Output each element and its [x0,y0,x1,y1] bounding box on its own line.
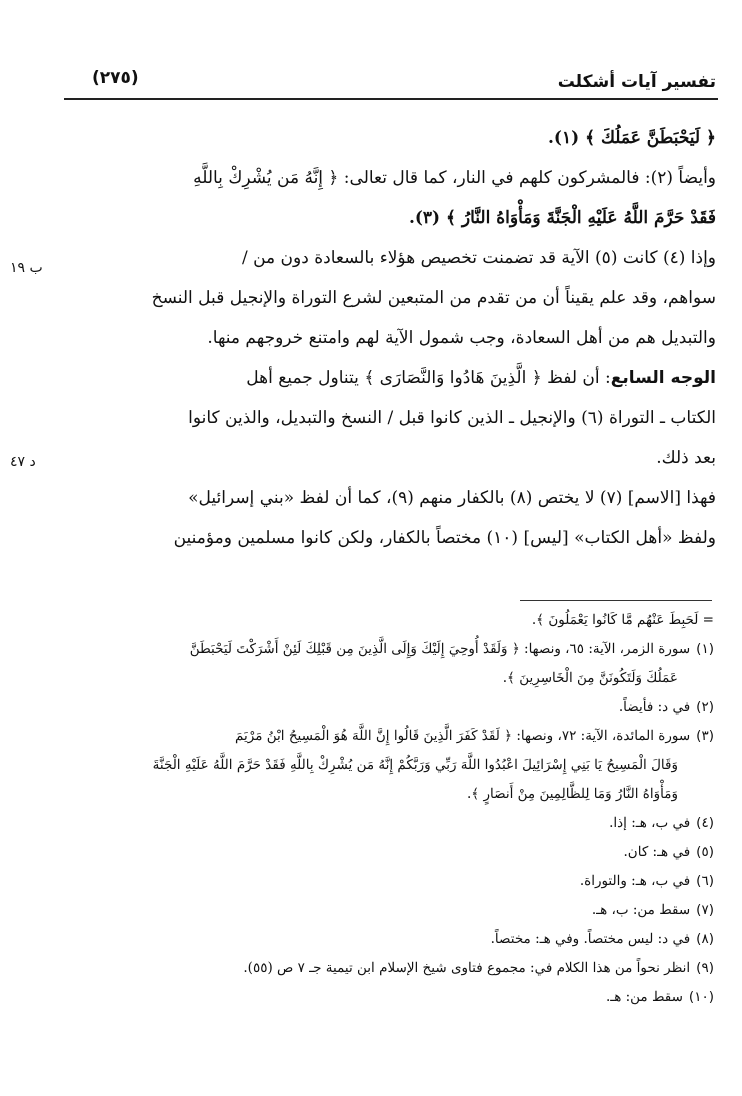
footnote-number: (٩) [696,960,714,976]
footnotes [70,606,714,1012]
body-line: ولفظ «أهل الكتاب» [ليس] (١٠) مختصاً بالكفار، ولكن كانوا مسلمين ومؤمنين [173,528,716,548]
body-line [86,358,716,398]
footnote-1: (١)سورة الزمر، الآية: ٦٥، ونصها: ﴿ وَلَقَدْ أُوحِيَ إِلَيْكَ وَإِلَى الَّذِينَ مِن قَبْلِكَ لَئِنْ أَشْرَكْتَ لَيَحْبَطَنَّ [70,635,714,664]
footnote-number: (١) [696,641,714,657]
body-line: ﴿ لَيَحْبَطَنَّ عَمَلُكَ ﴾ (١). [548,128,716,148]
footnote-10: (١٠)سقط من: هـ. [70,983,714,1012]
footnote-number: (٥) [696,844,714,860]
footnote-number: (٨) [696,931,714,947]
footnote-3-continuation: وَمَأْوَاهُ النَّارُ وَمَا لِلظَّالِمِينَ مِنْ أَنصَارٍ ﴾. [467,786,678,802]
footnote-4: (٤)في ب، هـ: إذا. [70,809,714,838]
footnote-number: (٢) [696,699,714,715]
footnote-6: (٦)في ب، هـ: والتوراة. [70,867,714,896]
footnote-7: (٧)سقط من: ب، هـ. [70,896,714,925]
footnote-separator [520,600,712,601]
section-heading: الوجه السابع [610,368,716,388]
footnote-3: (٣)سورة المائدة، الآية: ٧٢، ونصها: ﴿ لَقَدْ كَفَرَ الَّذِينَ قَالُوا إِنَّ اللَّهَ هُوَ الْمَسِيحُ ابْنُ مَرْيَمَ [70,722,714,751]
footnote-number: (٤) [696,815,714,831]
body-line: فهذا [الاسم] (٧) لا يختص (٨) بالكفار منهم (٩)، كما أن لفظ «بني إسرائيل» [188,488,716,508]
footnote-number: (٦) [696,873,714,889]
footnote-8: (٨)في د: ليس مختصاً. وفي هـ: مختصاً. [70,925,714,954]
footnote-5: (٥)في هـ: كان. [70,838,714,867]
body-line: وإذا (٤) كانت (٥) الآية قد تضمنت تخصيص هؤلاء بالسعادة دون من / [241,248,716,268]
body-line: الكتاب ـ التوراة (٦) والإنجيل ـ الذين كانوا قبل / النسخ والتبديل، والذين كانوا [188,408,716,428]
footnote-1-continuation: عَمَلُكَ وَلَتَكُونَنَّ مِنَ الْخَاسِرِينَ ﴾. [502,670,678,686]
margin-note-ms-d: د ٤٧ [10,454,36,470]
footnote-number: (٣) [696,728,714,744]
margin-note-ms-b: ب ١٩ [10,260,43,276]
footnote-2: (٢)في د: فأيضاً. [70,693,714,722]
body-line-rest: : أن لفظ ﴿ الَّذِينَ هَادُوا وَالنَّصَارَى ﴾ يتناول جميع أهل [246,368,611,388]
footnote-9: (٩)انظر نحواً من هذا الكلام في: مجموع فتاوى شيخ الإسلام ابن تيمية جـ ٧ ص (٥٥). [70,954,714,983]
footnote-number: (٧) [696,902,714,918]
footnote-3-continuation: وَقَالَ الْمَسِيحُ يَا بَنِي إِسْرَائِيلَ اعْبُدُوا اللَّهَ رَبِّي وَرَبَّكُمْ إِنَّهُ مَن يُشْرِكْ بِاللَّهِ فَقَدْ حَرَّمَ اللَّهُ عَلَيْهِ الْجَنَّةَ [152,757,678,773]
footnote-number: (١٠) [688,989,714,1005]
page-number: (٢٧٥) [92,68,139,88]
footnote-carryover: = لَحَبِطَ عَنْهُم مَّا كَانُوا يَعْمَلُونَ ﴾. [531,612,714,628]
header-rule [64,98,718,100]
body-line: بعد ذلك. [656,448,716,468]
body-line: سواهم، وقد علم يقيناً أن من تقدم من المتبعين لشرع التوراة والإنجيل قبل النسخ [151,288,716,308]
main-text [86,118,716,558]
body-line: والتبديل هم من أهل السعادة، وجب شمول الآية لهم وامتنع خروجهم منها. [207,328,716,348]
body-line: وأيضاً (٢): فالمشركون كلهم في النار، كما قال تعالى: ﴿ إِنَّهُ مَن يُشْرِكْ بِاللَّهِ [193,168,716,188]
body-line: فَقَدْ حَرَّمَ اللَّهُ عَلَيْهِ الْجَنَّةَ وَمَأْوَاهُ النَّارُ ﴾ (٣). [408,208,716,228]
running-header-title: تفسير آيات أشكلت [557,72,716,92]
